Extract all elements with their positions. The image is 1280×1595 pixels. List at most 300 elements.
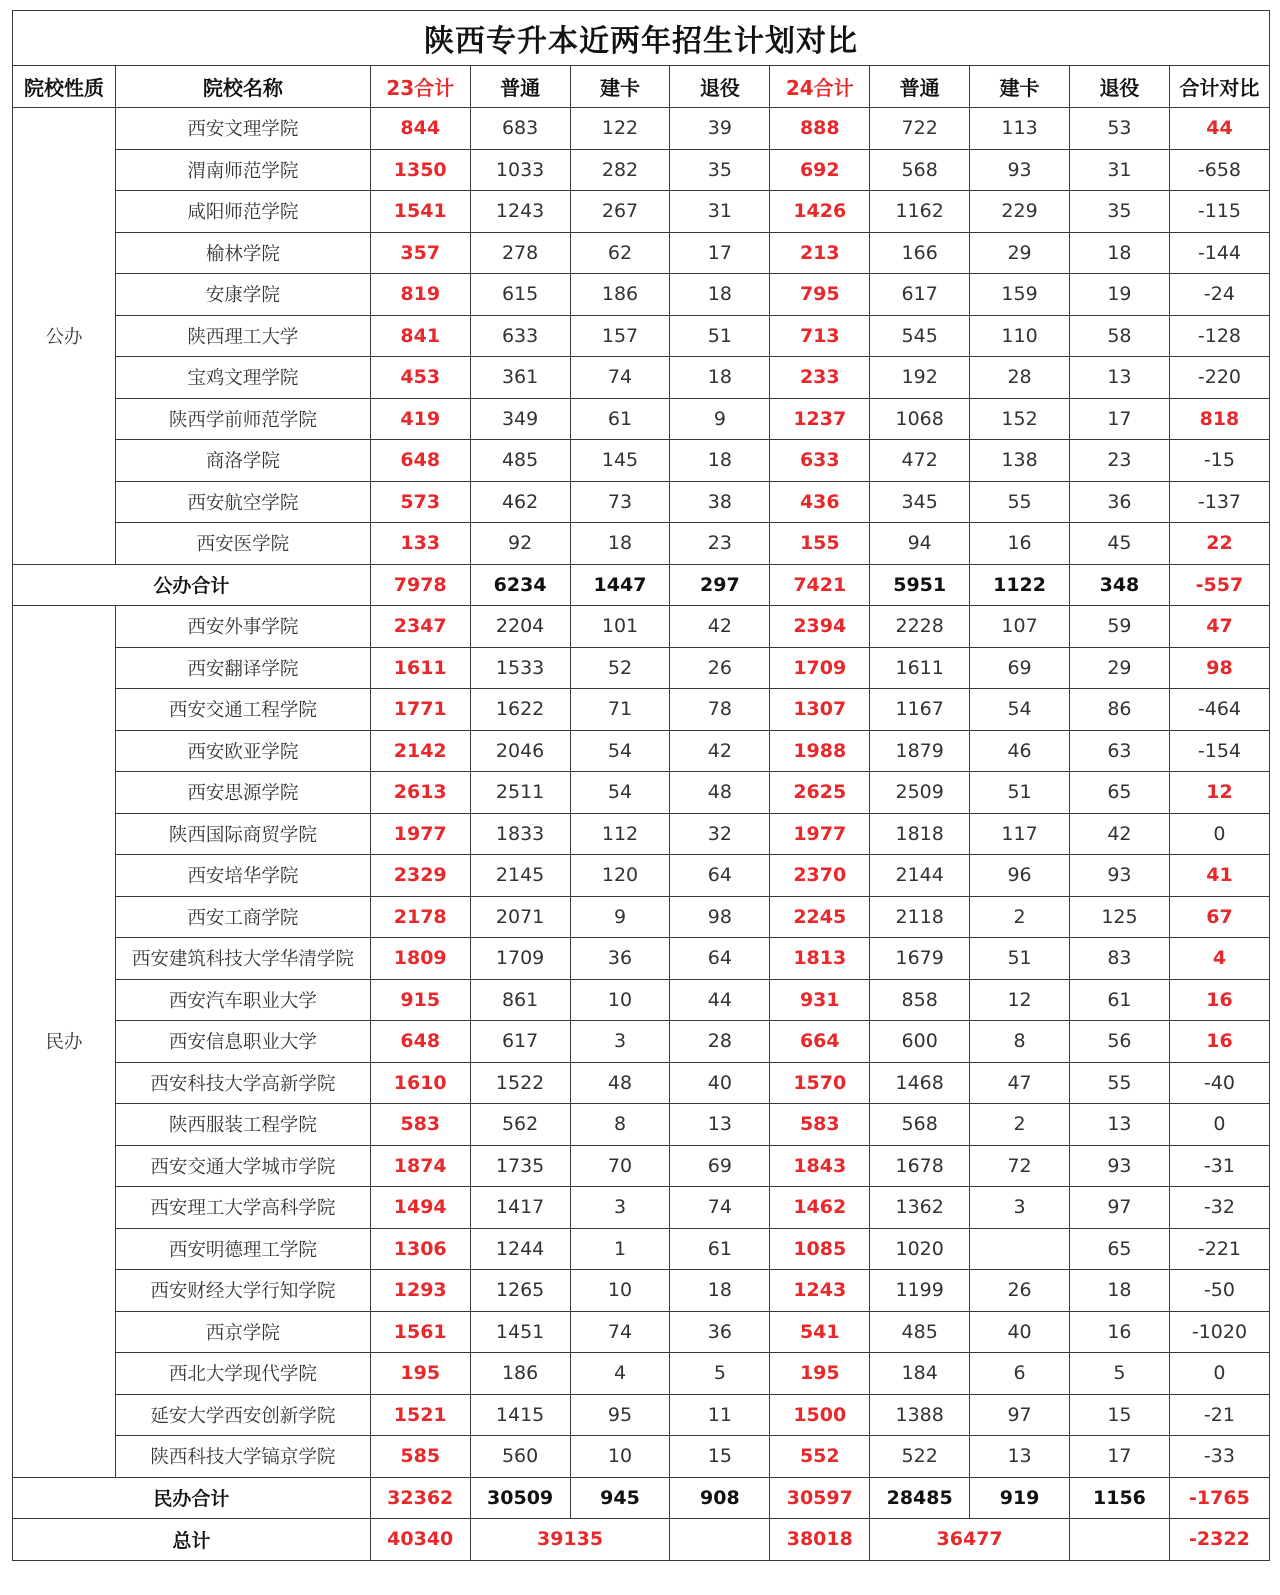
school-name-cell: 陕西服装工程学院: [115, 1104, 370, 1146]
value-cell: 74: [570, 1311, 670, 1353]
value-cell: 633: [770, 440, 870, 482]
value-cell: 1813: [770, 938, 870, 980]
value-cell: 35: [1070, 191, 1170, 233]
value-cell: -40: [1169, 1062, 1269, 1104]
value-cell: 16: [970, 523, 1070, 565]
school-name-cell: 西安工商学院: [115, 896, 370, 938]
value-cell: 683: [470, 108, 570, 150]
school-name-cell: 陕西理工大学: [115, 315, 370, 357]
value-cell: 1977: [770, 813, 870, 855]
value-cell: 9: [670, 398, 770, 440]
value-cell: 345: [870, 481, 970, 523]
value-cell: 13: [970, 1436, 1070, 1478]
value-cell: 42: [670, 730, 770, 772]
value-cell: 51: [970, 938, 1070, 980]
value-cell: 453: [370, 357, 470, 399]
table-row: [13, 191, 1270, 233]
value-cell: 1494: [370, 1187, 470, 1229]
value-cell: 1468: [870, 1062, 970, 1104]
value-cell: 541: [770, 1311, 870, 1353]
school-name-cell: 商洛学院: [115, 440, 370, 482]
value-cell: 1977: [370, 813, 470, 855]
value-cell: -137: [1169, 481, 1269, 523]
table-row: [13, 979, 1270, 1021]
value-cell: 8: [970, 1021, 1070, 1063]
value-cell: 1306: [370, 1228, 470, 1270]
value-cell: 1388: [870, 1394, 970, 1436]
table-row: [13, 938, 1270, 980]
table-row: [13, 689, 1270, 731]
table-row: [13, 1104, 1270, 1146]
subtotal-value: 7978: [370, 564, 470, 606]
table-row: [13, 274, 1270, 316]
value-cell: 5: [1070, 1353, 1170, 1395]
value-cell: 560: [470, 1436, 570, 1478]
value-cell: 98: [670, 896, 770, 938]
value-cell: 692: [770, 149, 870, 191]
value-cell: 16: [1169, 979, 1269, 1021]
value-cell: 844: [370, 108, 470, 150]
value-cell: 522: [870, 1436, 970, 1478]
subtotal-value: 919: [970, 1477, 1070, 1519]
value-cell: 55: [1070, 1062, 1170, 1104]
subtotal-value: 908: [670, 1477, 770, 1519]
value-cell: 573: [370, 481, 470, 523]
value-cell: 145: [570, 440, 670, 482]
school-name-cell: 陕西国际商贸学院: [115, 813, 370, 855]
value-cell: 2046: [470, 730, 570, 772]
school-name-cell: 西安医学院: [115, 523, 370, 565]
value-cell: 97: [970, 1394, 1070, 1436]
value-cell: 2071: [470, 896, 570, 938]
value-cell: 545: [870, 315, 970, 357]
value-cell: 1243: [770, 1270, 870, 1312]
value-cell: 1162: [870, 191, 970, 233]
value-cell: 65: [1070, 1228, 1170, 1270]
value-cell: 1678: [870, 1145, 970, 1187]
value-cell: 31: [670, 191, 770, 233]
value-cell: 583: [370, 1104, 470, 1146]
value-cell: 93: [1070, 855, 1170, 897]
value-cell: 2145: [470, 855, 570, 897]
value-cell: 361: [470, 357, 570, 399]
value-cell: 568: [870, 1104, 970, 1146]
value-cell: 1167: [870, 689, 970, 731]
value-cell: 2178: [370, 896, 470, 938]
school-name-cell: 西安明德理工学院: [115, 1228, 370, 1270]
subtotal-value: 1447: [570, 564, 670, 606]
school-name-cell: 西安思源学院: [115, 772, 370, 814]
value-cell: 552: [770, 1436, 870, 1478]
value-cell: 1085: [770, 1228, 870, 1270]
value-cell: 841: [370, 315, 470, 357]
value-cell: 2: [970, 896, 1070, 938]
value-cell: 2347: [370, 606, 470, 648]
value-cell: 1735: [470, 1145, 570, 1187]
value-cell: 56: [1070, 1021, 1170, 1063]
value-cell: 59: [1070, 606, 1170, 648]
value-cell: 1293: [370, 1270, 470, 1312]
school-name-cell: 西安建筑科技大学华清学院: [115, 938, 370, 980]
value-cell: 195: [770, 1353, 870, 1395]
value-cell: 4: [570, 1353, 670, 1395]
table-row: [13, 896, 1270, 938]
value-cell: 2329: [370, 855, 470, 897]
value-cell: 195: [370, 1353, 470, 1395]
grand-total-23: 40340: [370, 1519, 470, 1561]
category-cell: 民办: [13, 606, 116, 1478]
value-cell: 1451: [470, 1311, 570, 1353]
school-name-cell: 西北大学现代学院: [115, 1353, 370, 1395]
subtotal-label: 民办合计: [13, 1477, 371, 1519]
table-row: [13, 1145, 1270, 1187]
value-cell: 18: [670, 440, 770, 482]
subtotal-value: 7421: [770, 564, 870, 606]
column-header: 建卡: [970, 66, 1070, 108]
school-name-cell: 西安信息职业大学: [115, 1021, 370, 1063]
value-cell: 1307: [770, 689, 870, 731]
school-name-cell: 西安航空学院: [115, 481, 370, 523]
value-cell: 73: [570, 481, 670, 523]
category-cell: 公办: [13, 108, 116, 565]
value-cell: 1709: [770, 647, 870, 689]
enrollment-table: [12, 10, 1270, 1561]
school-name-cell: 安康学院: [115, 274, 370, 316]
value-cell: 45: [1070, 523, 1170, 565]
value-cell: 13: [670, 1104, 770, 1146]
subtotal-value: 1156: [1070, 1477, 1170, 1519]
value-cell: -1020: [1169, 1311, 1269, 1353]
value-cell: 1237: [770, 398, 870, 440]
value-cell: 278: [470, 232, 570, 274]
school-name-cell: 西安外事学院: [115, 606, 370, 648]
value-cell: 1709: [470, 938, 570, 980]
value-cell: 55: [970, 481, 1070, 523]
value-cell: 22: [1169, 523, 1269, 565]
subtotal-value: 30509: [470, 1477, 570, 1519]
value-cell: 48: [670, 772, 770, 814]
value-cell: 16: [1169, 1021, 1269, 1063]
value-cell: 74: [570, 357, 670, 399]
value-cell: 1521: [370, 1394, 470, 1436]
value-cell: 2509: [870, 772, 970, 814]
value-cell: 28: [670, 1021, 770, 1063]
table-row: [13, 1311, 1270, 1353]
value-cell: 61: [670, 1228, 770, 1270]
value-cell: 166: [870, 232, 970, 274]
page-title: 陕西专升本近两年招生计划对比: [13, 11, 1270, 66]
value-cell: 1350: [370, 149, 470, 191]
value-cell: 159: [970, 274, 1070, 316]
value-cell: 58: [1070, 315, 1170, 357]
value-cell: -115: [1169, 191, 1269, 233]
school-name-cell: 宝鸡文理学院: [115, 357, 370, 399]
value-cell: 19: [1070, 274, 1170, 316]
value-cell: 861: [470, 979, 570, 1021]
value-cell: 15: [1070, 1394, 1170, 1436]
value-cell: 35: [670, 149, 770, 191]
value-cell: 26: [970, 1270, 1070, 1312]
value-cell: 12: [970, 979, 1070, 1021]
subtotal-value: 30597: [770, 1477, 870, 1519]
value-cell: 155: [770, 523, 870, 565]
table-row: [13, 1021, 1270, 1063]
value-cell: 18: [670, 274, 770, 316]
school-name-cell: 渭南师范学院: [115, 149, 370, 191]
value-cell: 2245: [770, 896, 870, 938]
value-cell: 713: [770, 315, 870, 357]
value-cell: 1533: [470, 647, 570, 689]
value-cell: 65: [1070, 772, 1170, 814]
value-cell: 1611: [870, 647, 970, 689]
subtotal-value: -1765: [1169, 1477, 1269, 1519]
value-cell: 29: [1070, 647, 1170, 689]
value-cell: 13: [1070, 357, 1170, 399]
value-cell: 32: [670, 813, 770, 855]
value-cell: 419: [370, 398, 470, 440]
value-cell: 40: [670, 1062, 770, 1104]
table-row: [13, 1394, 1270, 1436]
value-cell: 93: [1070, 1145, 1170, 1187]
table-row: [13, 315, 1270, 357]
value-cell: 41: [1169, 855, 1269, 897]
value-cell: 51: [670, 315, 770, 357]
value-cell: 125: [1070, 896, 1170, 938]
value-cell: 722: [870, 108, 970, 150]
school-name-cell: 西京学院: [115, 1311, 370, 1353]
value-cell: 18: [1070, 232, 1170, 274]
school-name-cell: 陕西学前师范学院: [115, 398, 370, 440]
table-row: [13, 1187, 1270, 1229]
subtotal-value: 5951: [870, 564, 970, 606]
value-cell: 819: [370, 274, 470, 316]
value-cell: 186: [470, 1353, 570, 1395]
value-cell: 86: [1070, 689, 1170, 731]
school-name-cell: 西安文理学院: [115, 108, 370, 150]
value-cell: 16: [1070, 1311, 1170, 1353]
value-cell: 1570: [770, 1062, 870, 1104]
column-header: 普通: [870, 66, 970, 108]
value-cell: 13: [1070, 1104, 1170, 1146]
value-cell: 28: [970, 357, 1070, 399]
value-cell: 17: [670, 232, 770, 274]
subtotal-value: 32362: [370, 1477, 470, 1519]
value-cell: 1417: [470, 1187, 570, 1229]
value-cell: -221: [1169, 1228, 1269, 1270]
value-cell: 64: [670, 938, 770, 980]
value-cell: 31: [1070, 149, 1170, 191]
value-cell: 585: [370, 1436, 470, 1478]
value-cell: 229: [970, 191, 1070, 233]
value-cell: -144: [1169, 232, 1269, 274]
value-cell: 1033: [470, 149, 570, 191]
value-cell: 101: [570, 606, 670, 648]
value-cell: 1522: [470, 1062, 570, 1104]
value-cell: 600: [870, 1021, 970, 1063]
value-cell: -33: [1169, 1436, 1269, 1478]
table-row: [13, 149, 1270, 191]
value-cell: 36: [1070, 481, 1170, 523]
value-cell: 858: [870, 979, 970, 1021]
value-cell: 2511: [470, 772, 570, 814]
value-cell: 53: [1070, 108, 1170, 150]
value-cell: 47: [1169, 606, 1269, 648]
grand-total-regular-24: 36477: [870, 1519, 1070, 1561]
value-cell: 17: [1070, 398, 1170, 440]
value-cell: 1622: [470, 689, 570, 731]
value-cell: 69: [670, 1145, 770, 1187]
value-cell: 12: [1169, 772, 1269, 814]
school-name-cell: 西安翻译学院: [115, 647, 370, 689]
value-cell: 29: [970, 232, 1070, 274]
value-cell: 0: [1169, 813, 1269, 855]
value-cell: 1415: [470, 1394, 570, 1436]
value-cell: -128: [1169, 315, 1269, 357]
column-header: 23合计: [370, 66, 470, 108]
value-cell: 1843: [770, 1145, 870, 1187]
value-cell: 184: [870, 1353, 970, 1395]
value-cell: 2625: [770, 772, 870, 814]
value-cell: 3: [570, 1187, 670, 1229]
empty-cell: [670, 1519, 770, 1561]
value-cell: 152: [970, 398, 1070, 440]
value-cell: 36: [570, 938, 670, 980]
value-cell: 617: [870, 274, 970, 316]
value-cell: 15: [670, 1436, 770, 1478]
value-cell: 18: [670, 357, 770, 399]
value-cell: 1426: [770, 191, 870, 233]
table-body: [13, 108, 1270, 1561]
value-cell: 11: [670, 1394, 770, 1436]
value-cell: 44: [670, 979, 770, 1021]
subtotal-row: [13, 564, 1270, 606]
table-row: [13, 772, 1270, 814]
subtotal-value: 28485: [870, 1477, 970, 1519]
value-cell: 1: [570, 1228, 670, 1270]
subtotal-value: 945: [570, 1477, 670, 1519]
table-row: [13, 606, 1270, 648]
value-cell: 615: [470, 274, 570, 316]
value-cell: 26: [670, 647, 770, 689]
value-cell: 1199: [870, 1270, 970, 1312]
value-cell: 0: [1169, 1104, 1269, 1146]
column-header: 合计对比: [1169, 66, 1269, 108]
value-cell: 795: [770, 274, 870, 316]
enrollment-sheet: [12, 10, 1270, 1561]
value-cell: 357: [370, 232, 470, 274]
grand-total-label: 总计: [13, 1519, 371, 1561]
value-cell: 648: [370, 1021, 470, 1063]
table-row: [13, 647, 1270, 689]
value-cell: 2228: [870, 606, 970, 648]
value-cell: 48: [570, 1062, 670, 1104]
value-cell: 1362: [870, 1187, 970, 1229]
value-cell: 70: [570, 1145, 670, 1187]
value-cell: 18: [670, 1270, 770, 1312]
value-cell: 1068: [870, 398, 970, 440]
table-row: [13, 357, 1270, 399]
value-cell: 38: [670, 481, 770, 523]
subtotal-value: 1122: [970, 564, 1070, 606]
value-cell: 1020: [870, 1228, 970, 1270]
value-cell: 117: [970, 813, 1070, 855]
value-cell: 74: [670, 1187, 770, 1229]
value-cell: 2394: [770, 606, 870, 648]
value-cell: 233: [770, 357, 870, 399]
value-cell: -464: [1169, 689, 1269, 731]
value-cell: 186: [570, 274, 670, 316]
value-cell: 562: [470, 1104, 570, 1146]
value-cell: 23: [670, 523, 770, 565]
value-cell: 583: [770, 1104, 870, 1146]
value-cell: 3: [970, 1187, 1070, 1229]
value-cell: 10: [570, 1436, 670, 1478]
value-cell: 54: [970, 689, 1070, 731]
value-cell: 8: [570, 1104, 670, 1146]
empty-cell: [1070, 1519, 1170, 1561]
value-cell: 61: [570, 398, 670, 440]
school-name-cell: 咸阳师范学院: [115, 191, 370, 233]
value-cell: 18: [1070, 1270, 1170, 1312]
value-cell: 213: [770, 232, 870, 274]
value-cell: 1874: [370, 1145, 470, 1187]
value-cell: 51: [970, 772, 1070, 814]
value-cell: 888: [770, 108, 870, 150]
value-cell: 1561: [370, 1311, 470, 1353]
value-cell: 96: [970, 855, 1070, 897]
subtotal-value: 297: [670, 564, 770, 606]
value-cell: 78: [670, 689, 770, 731]
value-cell: 2613: [370, 772, 470, 814]
school-name-cell: 西安培华学院: [115, 855, 370, 897]
value-cell: 36: [670, 1311, 770, 1353]
value-cell: 44: [1169, 108, 1269, 150]
table-row: [13, 730, 1270, 772]
value-cell: -154: [1169, 730, 1269, 772]
value-cell: 112: [570, 813, 670, 855]
school-name-cell: 西安汽车职业大学: [115, 979, 370, 1021]
table-row: [13, 398, 1270, 440]
value-cell: 472: [870, 440, 970, 482]
value-cell: 2118: [870, 896, 970, 938]
value-cell: 10: [570, 1270, 670, 1312]
value-cell: 1243: [470, 191, 570, 233]
value-cell: 1809: [370, 938, 470, 980]
column-header: 24合计: [770, 66, 870, 108]
value-cell: 3: [570, 1021, 670, 1063]
value-cell: 1771: [370, 689, 470, 731]
value-cell: 2204: [470, 606, 570, 648]
column-header: 退役: [1070, 66, 1170, 108]
table-row: [13, 1436, 1270, 1478]
grand-total-row: [13, 1519, 1270, 1561]
value-cell: 1244: [470, 1228, 570, 1270]
value-cell: 54: [570, 730, 670, 772]
value-cell: 1879: [870, 730, 970, 772]
grand-total-diff: -2322: [1169, 1519, 1269, 1561]
value-cell: 1541: [370, 191, 470, 233]
value-cell: 157: [570, 315, 670, 357]
grand-total-24: 38018: [770, 1519, 870, 1561]
subtotal-row: [13, 1477, 1270, 1519]
value-cell: 83: [1070, 938, 1170, 980]
value-cell: 267: [570, 191, 670, 233]
value-cell: 18: [570, 523, 670, 565]
header-row: [13, 66, 1270, 108]
value-cell: 17: [1070, 1436, 1170, 1478]
value-cell: 1610: [370, 1062, 470, 1104]
table-row: [13, 108, 1270, 150]
